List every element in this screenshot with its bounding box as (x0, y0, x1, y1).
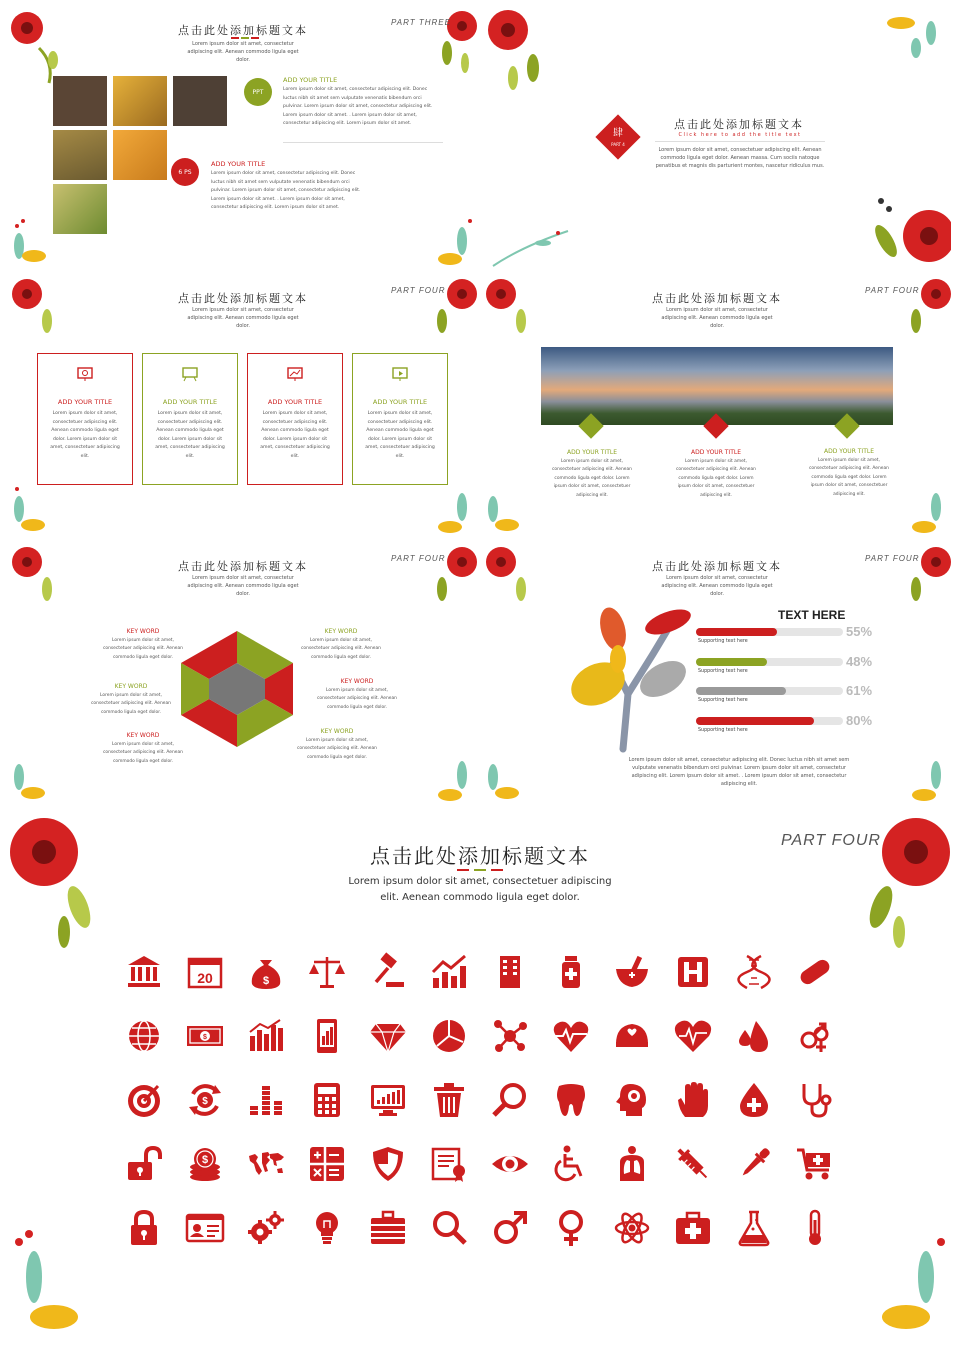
photo-tile (173, 76, 227, 126)
flower-corner-decoration (483, 276, 533, 346)
gears-icon (246, 1208, 286, 1248)
slide-title: 点击此处添加标题文本 (178, 292, 308, 305)
ps-badge: 6 PS (171, 158, 199, 186)
calculator-icon (307, 1080, 347, 1120)
slide-hexagon-cycle (9, 544, 477, 807)
column-block (549, 449, 635, 500)
target-icon (124, 1080, 164, 1120)
slide-body: Lorem ipsum dolor sit amet, consectetuer adipiscing elit. Aenean commodo ligula eget dolor. Aenean massa. Cum sociis natoque penatibus et magnis dis parturient montes, nascetur ridiculus mus. (655, 147, 825, 169)
column-block (806, 448, 892, 499)
keyword-text: Lorem ipsum dolor sit amet, consectetuer adipiscing elit. Aenean commodo ligula eget dolor. (301, 638, 381, 660)
unlock-icon (124, 1144, 164, 1184)
slide-part-four-cover (483, 8, 951, 271)
keyword-text: Lorem ipsum dolor sit amet, consectetuer adipiscing elit. Aenean commodo ligula eget dolor. (317, 688, 397, 710)
card-title: ADD YOUR TITLE (57, 398, 113, 406)
flower-corner-decoration (9, 812, 109, 952)
slide-subtitle: Lorem ipsum dolor sit amet, consectetur adipiscing elit. Aenean commodo ligula eget dolor. (187, 307, 299, 329)
item-title: ADD YOUR TITLE (283, 76, 338, 84)
video-board-icon (391, 366, 409, 382)
svg-text:$: $ (201, 1154, 209, 1166)
pie-chart-icon (429, 1016, 469, 1056)
title-dash (251, 37, 259, 39)
lock-icon (124, 1208, 164, 1248)
column-title: ADD YOUR TITLE (566, 449, 617, 456)
briefcase-icon (368, 1208, 408, 1248)
male-icon (490, 1208, 530, 1248)
keyword-title: KEY WORD (126, 732, 160, 739)
divider (283, 142, 443, 143)
column-title: ADD YOUR TITLE (690, 449, 741, 456)
card-title: ADD YOUR TITLE (372, 398, 428, 406)
first-aid-kit-icon (673, 1208, 713, 1248)
slide-title: 点击此处添加标题文本 (674, 118, 804, 131)
slide-subtitle: Lorem ipsum dolor sit amet, consectetur adipiscing elit. Aenean commodo ligula eget dolor. (661, 575, 773, 597)
svg-text:20: 20 (197, 970, 213, 986)
ppt-badge: PPT (244, 78, 272, 106)
leaf-corner-decoration (861, 1222, 951, 1342)
photo-tile (113, 76, 167, 126)
keyword-block (295, 728, 379, 762)
scales-icon (307, 952, 347, 992)
column-title: ADD YOUR TITLE (823, 448, 874, 455)
photo-tile (53, 184, 107, 234)
keyword-text: Lorem ipsum dolor sit amet, consectetuer adipiscing elit. Aenean commodo ligula eget dolor. (103, 742, 183, 764)
part-label: PART FOUR (391, 554, 446, 563)
money-bag-icon (246, 952, 286, 992)
dropper-icon (734, 1144, 774, 1184)
tooth-icon (551, 1080, 591, 1120)
photo-tile (53, 76, 107, 126)
keyword-block (101, 732, 185, 766)
flower-corner-decoration (9, 276, 59, 346)
flask-icon (734, 1208, 774, 1248)
blood-drop-icon (734, 1016, 774, 1056)
title-dash (231, 37, 239, 39)
item-title: ADD YOUR TITLE (211, 160, 266, 168)
female-icon (551, 1208, 591, 1248)
banknote-icon (185, 1016, 225, 1056)
keyword-title: KEY WORD (324, 628, 358, 635)
leaf-corner-decoration (9, 747, 54, 807)
progress-fill (696, 687, 786, 695)
certificate-icon (429, 1144, 469, 1184)
brain-head-icon (612, 1080, 652, 1120)
slide-body: Lorem ipsum dolor sit amet, consectetur adipiscing elit. Donec luctus nibh sit amet sem vulputate venenatis bibendum orci pulvinar. Lorem ipsum dolor sit amet, consectetur adipiscing elit. Lorem ipsum dolor sit amet. . Lorem ipsum dolor sit amet, consectetur adipiscing elit. (628, 757, 850, 787)
photo-tile (53, 130, 107, 180)
heartbeat-icon (551, 1016, 591, 1056)
leaf-corner-decoration (906, 747, 951, 807)
tree-leaves-illustration (568, 604, 698, 754)
flower-corner-decoration (9, 544, 59, 614)
slide-subtitle: Lorem ipsum dolor sit amet, consectetur adipiscing elit. Aenean commodo ligula eget dolor. (187, 575, 299, 597)
eye-icon (490, 1144, 530, 1184)
card-text: Lorem ipsum dolor sit amet, consectetuer adipiscing elit. Aenean commodo ligula eget dolor. Lorem ipsum dolor sit amet, consectetuer adipiscing elit. (155, 411, 225, 459)
keyword-block (315, 678, 399, 712)
search-icon (429, 1208, 469, 1248)
slide-icon-set (9, 812, 951, 1342)
keyword-text: Lorem ipsum dolor sit amet, consectetuer adipiscing elit. Aenean commodo ligula eget dolor. (103, 638, 183, 660)
lightbulb-icon (307, 1208, 347, 1248)
card-title: ADD YOUR TITLE (267, 398, 323, 406)
trash-icon (429, 1080, 469, 1120)
slide-title: 点击此处添加标题文本 (652, 292, 782, 305)
column-text: Lorem ipsum dolor sit amet, consectetuer adipiscing elit. Aenean commodo ligula eget dolor. Lorem ipsum dolor sit amet, consectetuer adipiscing elit. (809, 458, 889, 497)
column-text: Lorem ipsum dolor sit amet, consectetuer adipiscing elit. Aenean commodo ligula eget dolor. Lorem ipsum dolor sit amet, consectetuer adipiscing elit. (676, 459, 756, 498)
slide-title: 点击此处添加标题文本 (178, 24, 308, 37)
keyword-block (89, 683, 173, 717)
progress-fill (696, 628, 777, 636)
info-card (247, 353, 343, 485)
shield-icon (368, 1144, 408, 1184)
slide-part-three (9, 8, 477, 271)
blood-cross-icon (734, 1080, 774, 1120)
trend-board-icon (286, 366, 304, 382)
part-badge-label: PART 4 (611, 142, 625, 147)
flower-corner-decoration (483, 8, 553, 98)
magnifier-icon (490, 1080, 530, 1120)
mortar-pestle-icon (612, 952, 652, 992)
progress-fill (696, 717, 814, 725)
flower-corner-decoration (871, 8, 951, 68)
medical-cart-icon (795, 1144, 835, 1184)
lungs-person-icon (612, 1144, 652, 1184)
bank-icon (124, 952, 164, 992)
dollar-cycle-icon (185, 1080, 225, 1120)
flower-corner-decoration (483, 544, 533, 614)
title-dash (474, 869, 486, 871)
diamond-icon (368, 1016, 408, 1056)
stacked-bars-icon (246, 1080, 286, 1120)
divider (655, 141, 825, 142)
progress-label: Supporting text here (698, 727, 748, 733)
card-text: Lorem ipsum dolor sit amet, consectetuer adipiscing elit. Aenean commodo ligula eget dolor. Lorem ipsum dolor sit amet, consectetuer adipiscing elit. (365, 411, 435, 459)
slide-landscape (483, 276, 951, 539)
flower-corner-decoration (851, 181, 951, 271)
leaf-corner-decoration (483, 479, 528, 539)
globe-icon (124, 1016, 164, 1056)
hand-icon (673, 1080, 713, 1120)
info-card (37, 353, 133, 485)
syringe-icon (673, 1144, 713, 1184)
wheelchair-icon (551, 1144, 591, 1184)
easel-icon (181, 366, 199, 382)
slide-title: 点击此处添加标题文本 (652, 560, 782, 573)
item-text: Lorem ipsum dolor sit amet, consectetur adipiscing elit. Donec luctus nibh sit amet sem vulputate venenatis bibendum orci pulvinar. Lorem ipsum dolor sit amet, consectetur adipiscing elit. Lorem ipsum dolor sit amet. . Lorem ipsum dolor sit amet, consectetur adipiscing elit. Lorem ipsum dolor sit amet. (211, 171, 361, 211)
column-block (673, 449, 759, 500)
leaf-corner-decoration (9, 479, 54, 539)
keyword-text: Lorem ipsum dolor sit amet, consectetuer adipiscing elit. Aenean commodo ligula eget dolor. (297, 738, 377, 760)
world-map-icon (246, 1144, 286, 1184)
slide-subtitle: Lorem ipsum dolor sit amet, consectetur adipiscing elit. Aenean commodo ligula eget dolor. (187, 41, 299, 63)
bar-chart-icon (246, 1016, 286, 1056)
medicine-bottle-icon (551, 952, 591, 992)
hexagon-cycle-diagram (175, 629, 299, 749)
dna-icon (734, 952, 774, 992)
atom-icon (612, 1208, 652, 1248)
keyword-text: Lorem ipsum dolor sit amet, consectetuer adipiscing elit. Aenean commodo ligula eget dolor. (91, 693, 171, 715)
part-label: PART FOUR (781, 832, 881, 849)
leaf-corner-decoration (432, 479, 477, 539)
title-dash (491, 869, 503, 871)
progress-label: Supporting text here (698, 668, 748, 674)
keyword-title: KEY WORD (114, 683, 148, 690)
presentation-icon (76, 366, 94, 382)
slide-four-cards (9, 276, 477, 539)
gavel-icon (368, 952, 408, 992)
progress-heading: TEXT HERE (778, 608, 846, 622)
progress-label: Supporting text here (698, 639, 748, 644)
slide-subtitle: Lorem ipsum dolor sit amet, consectetur adipiscing elit. Aenean commodo ligula eget dolor. (661, 307, 773, 329)
column-text: Lorem ipsum dolor sit amet, consectetuer adipiscing elit. Aenean commodo ligula eget dolor. Lorem ipsum dolor sit amet, consectetuer adipiscing elit. (552, 459, 632, 498)
title-dash (241, 37, 249, 39)
part-label: PART FOUR (865, 286, 920, 295)
hospital-icon (673, 952, 713, 992)
slide-subtitle-line: Lorem ipsum dolor sit amet, consectetuer adipiscing (348, 876, 612, 887)
gender-icon (795, 1016, 835, 1056)
keyword-title: KEY WORD (126, 628, 160, 635)
keyword-title: KEY WORD (340, 678, 374, 685)
nurse-cap-icon (612, 1016, 652, 1056)
coins-icon (185, 1144, 225, 1184)
progress-percent: 48% (846, 653, 873, 669)
heart-pulse-icon (673, 1016, 713, 1056)
molecule-icon (490, 1016, 530, 1056)
math-calculator-icon (307, 1144, 347, 1184)
monitor-chart-icon (368, 1080, 408, 1120)
part-label: PART FOUR (865, 554, 920, 563)
building-icon (490, 952, 530, 992)
thermometer-icon (795, 1208, 835, 1248)
part-badge-char: 肆 (613, 128, 623, 139)
slide-subtitle-en: Click here to add the title text (678, 132, 802, 138)
stethoscope-icon (795, 1080, 835, 1120)
leaf-corner-decoration (9, 211, 54, 271)
info-card (352, 353, 448, 485)
part-label: PART FOUR (391, 286, 446, 295)
mobile-chart-icon (307, 1016, 347, 1056)
leaf-corner-decoration (432, 747, 477, 807)
svg-text:$: $ (262, 975, 270, 987)
title-dash (457, 869, 469, 871)
pill-icon (795, 952, 835, 992)
leaf-corner-decoration (483, 747, 528, 807)
progress-percent: 61% (846, 683, 873, 698)
slide-tree-progress (483, 544, 951, 807)
progress-percent: 80% (846, 712, 873, 728)
keyword-block (299, 628, 383, 662)
calendar-icon (185, 952, 225, 992)
growth-chart-icon (429, 952, 469, 992)
progress-label: Supporting text here (698, 698, 748, 703)
slide-subtitle-line: elit. Aenean commodo ligula eget dolor. (380, 892, 580, 903)
leaf-corner-decoration (9, 1222, 99, 1342)
id-card-icon (185, 1208, 225, 1248)
card-title: ADD YOUR TITLE (162, 398, 218, 406)
svg-text:$: $ (203, 1034, 207, 1041)
progress-fill (696, 658, 767, 666)
item-text: Lorem ipsum dolor sit amet, consectetur adipiscing elit. Donec luctus nibh sit amet sem vulputate venenatis bibendum orci pulvinar. Lorem ipsum dolor sit amet, consectetur adipiscing elit. Lorem ipsum dolor sit amet. . Lorem ipsum dolor sit amet, consectetur adipiscing elit. Lorem ipsum dolor sit amet. (283, 87, 433, 127)
info-card (142, 353, 238, 485)
keyword-block (101, 628, 185, 662)
slide-title: 点击此处添加标题文本 (370, 844, 590, 868)
progress-percent: 55% (846, 624, 873, 639)
leaf-corner-decoration (432, 211, 477, 271)
keyword-title: KEY WORD (320, 728, 354, 735)
svg-text:$: $ (202, 1096, 208, 1107)
leaf-corner-decoration (483, 221, 573, 271)
card-text: Lorem ipsum dolor sit amet, consectetuer adipiscing elit. Aenean commodo ligula eget dolor. Lorem ipsum dolor sit amet, consectetuer adipiscing elit. (260, 411, 330, 459)
card-text: Lorem ipsum dolor sit amet, consectetuer adipiscing elit. Aenean commodo ligula eget dolor. Lorem ipsum dolor sit amet, consectetuer adipiscing elit. (50, 411, 120, 459)
slide-title: 点击此处添加标题文本 (178, 560, 308, 573)
photo-tile (113, 130, 167, 180)
part-label: PART THREE (391, 18, 451, 27)
leaf-corner-decoration (906, 479, 951, 539)
